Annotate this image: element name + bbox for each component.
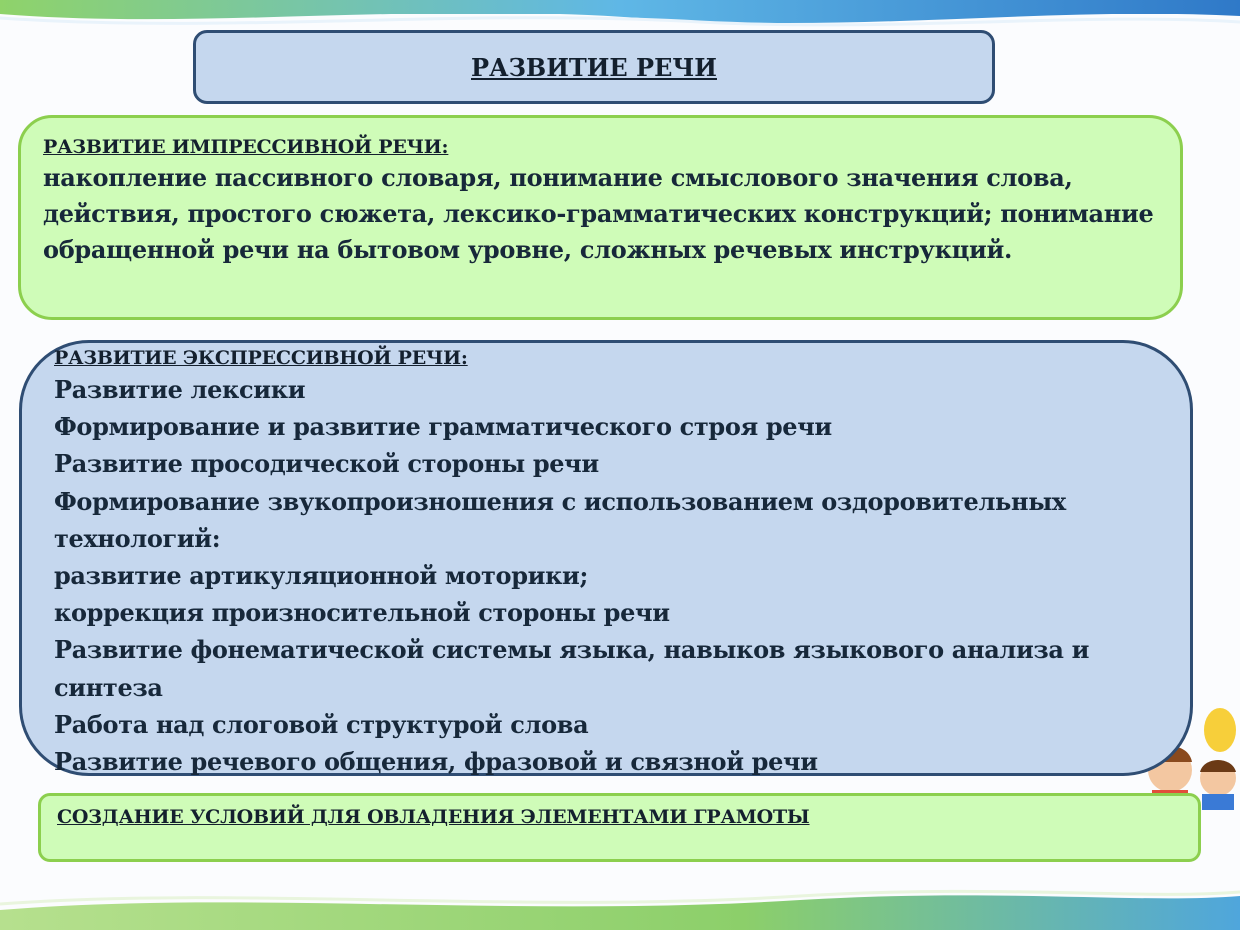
expressive-line-grammar: Формирование и развитие грамматического строя речи (54, 412, 832, 442)
expressive-line-pronunciation: Формирование звукопроизношения с использованием оздоровительных (54, 486, 1066, 516)
expressive-line-synthesis: синтеза (54, 672, 163, 702)
expressive-heading: РАЗВИТИЕ ЭКСПРЕССИВНОЙ РЕЧИ: (54, 347, 468, 369)
impressive-text: накопление пассивного словаря, понимание смыслового значения слова, действия, простого сюжета, лексико-грамматических конструкций; понимание обращенной речи на бытовом уровне, сложных речевых инструкций. (43, 163, 1154, 264)
expressive-line-communication: Развитие речевого общения, фразовой и связной речи (54, 747, 818, 777)
literacy-heading: СОЗДАНИЕ УСЛОВИЙ ДЛЯ ОВЛАДЕНИЯ ЭЛЕМЕНТАМИ ГРАМОТЫ (57, 806, 810, 828)
expressive-line-phonemic: Развитие фонематической системы языка, навыков языкового анализа и (54, 635, 1090, 665)
impressive-heading: РАЗВИТИЕ ИМПРЕССИВНОЙ РЕЧИ: (43, 136, 449, 158)
bottom-wave-decoration (0, 870, 1240, 930)
literacy-block (38, 793, 1201, 862)
expressive-speech-block (19, 340, 1193, 776)
expressive-line-correction: коррекция произносительной стороны речи (54, 598, 670, 628)
page-title: РАЗВИТИЕ РЕЧИ (471, 52, 717, 82)
expressive-line-lexicon: Развитие лексики (54, 375, 306, 404)
impressive-speech-block (18, 115, 1183, 320)
expressive-line-syllable: Работа над слоговой структурой слова (54, 709, 589, 739)
expressive-line-technologies: технологий: (54, 523, 221, 553)
expressive-line-prosody: Развитие просодической стороны речи (54, 449, 599, 479)
page-title-box (193, 30, 995, 104)
expressive-line-articulation: развитие артикуляционной моторики; (54, 561, 589, 591)
